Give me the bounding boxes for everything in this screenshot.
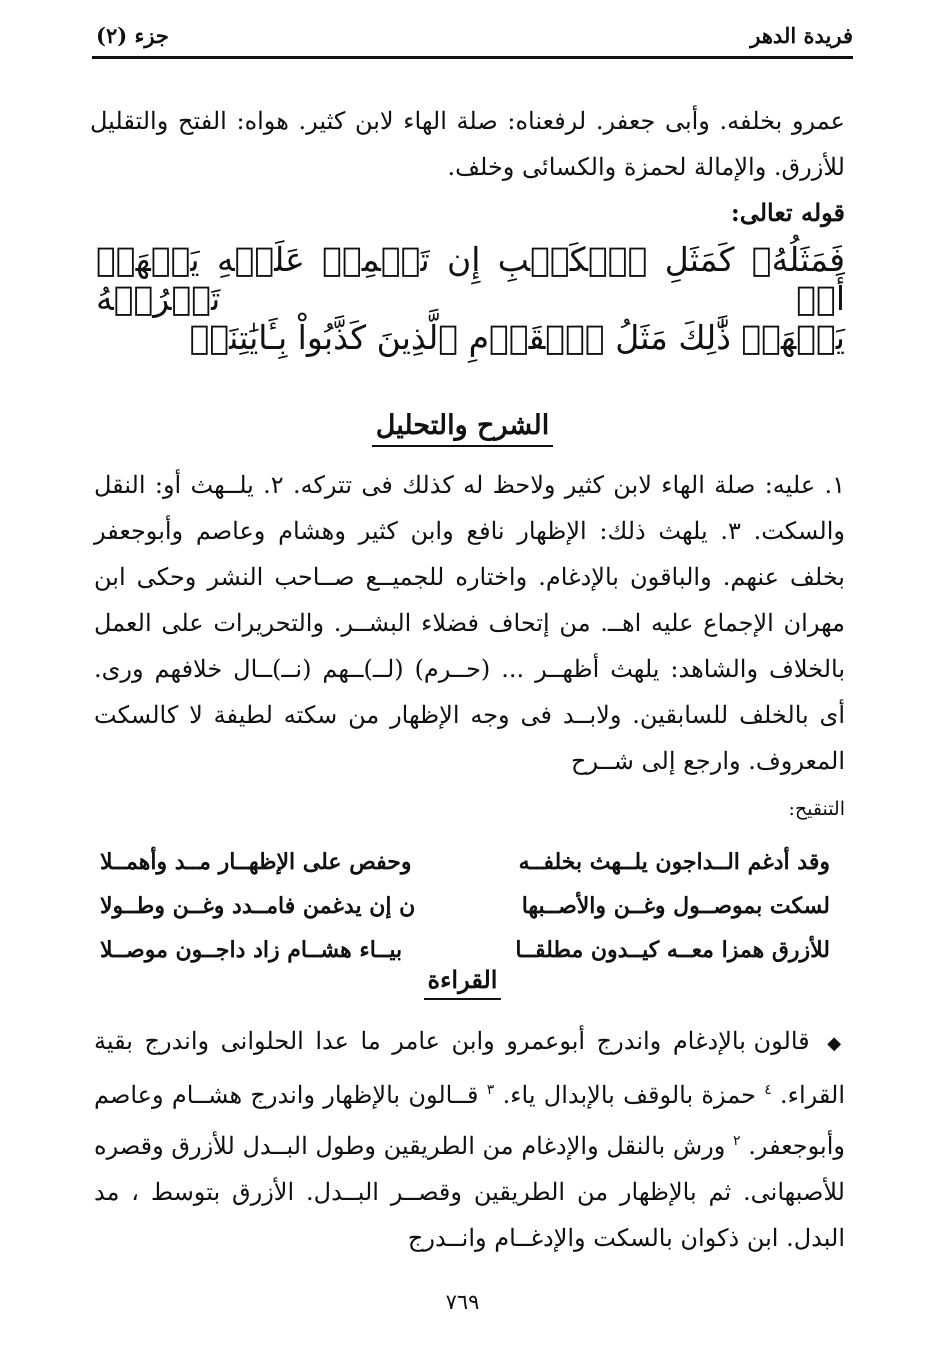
intro-paragraph	[90, 98, 845, 236]
reading-footnote-marker: ٣	[486, 1082, 495, 1098]
explanation-text: ١. عليه: صلة الهاء لابن كثير ولاحظ له كذلك فى تتركه. ٢. يلــهث أو: النقل والسكت. ٣. يلهث ذلك: الإظهار نافع وابن كثير وهشام وعاصم وأبوجعفر بخلف عنهم. والباقون بالإدغام. واختاره للجميــع صــاحب النشر وحكى ابن مهران الإجماع عليه اهــ. من إتحاف فضلاء البشــر. والتحريرات على العمل بالخلاف والشاهد: يلهث أظهــر ... (حــرم) (لــ)ــهم (نــ)ــال خلافهم ورى. أى بالخلف للسابقين. ولابــد فى وجه الإظهار من سكته لطيفة لا كالسكت المعروف. وارجع إلى شــرح	[94, 471, 846, 775]
reading-part-1: قالون بالإدغام واندرج أبوعمرو وابن عامر ما عدا الحلوانى واندرج بقية القراء.	[94, 1027, 845, 1109]
poem-block	[100, 840, 830, 972]
quran-verse-line-1: فَمَثَلُهُۥ كَمَثَلِ ٱلۡكَلۡبِ إِن تَحۡمِلۡ عَلَيۡهِ يَلۡهَثۡ أَوۡ تَتۡرُكۡهُ	[96, 240, 845, 318]
reading-footnote-marker: ٢	[733, 1133, 741, 1149]
poem-hemistich-right: للأزرق همزا معــه كيــدون مطلقــا	[515, 937, 830, 963]
section-title-explanation	[0, 410, 925, 441]
section-title-reading-text: القراءة	[424, 965, 502, 1000]
book-title: فريدة الدهر	[750, 23, 853, 48]
explanation-note: التنقيح:	[788, 798, 845, 820]
section-title-explanation-text: الشرح والتحليل	[372, 410, 553, 447]
reading-part-4: ورش بالنقل والإدغام من الطريقين وطول البــدل للأزرق وقصره للأصبهانى. ثم بالإظهار من الطريقين وقصــر البــدل. الأزرق بتوسط ، مد البدل. ابن ذكوان بالسكت والإدغــام وانــدرج	[94, 1132, 845, 1252]
poem-hemistich-left: بيــاء هشــام زاد داجــون موصــلا	[100, 937, 403, 963]
poem-hemistich-left: وحفص على الإظهــار مــد وأهمــلا	[100, 849, 412, 875]
verse-lead: قوله تعالى:	[730, 198, 845, 227]
part-number: جزء (٢)	[96, 23, 169, 48]
header-rule	[92, 56, 853, 59]
poem-row	[100, 884, 830, 928]
poem-hemistich-right: وقد أدغم الــداجون يلــهث بخلفــه	[518, 849, 830, 875]
reading-paragraph	[94, 1018, 845, 1261]
section-title-reading	[0, 965, 925, 994]
reading-footnote-marker: ٤	[764, 1082, 772, 1098]
poem-hemistich-left: ن إن يدغمن فامــدد وغــن وطــولا	[100, 893, 416, 919]
page-number: ٧٦٩	[445, 1290, 480, 1314]
poem-row	[100, 840, 830, 884]
poem-hemistich-right: لسكت بموصــول وغــن والأصــبها	[521, 893, 830, 919]
diamond-bullet-icon: ◆	[827, 1033, 846, 1054]
running-header	[96, 14, 853, 48]
reading-part-2: حمزة بالوقف بالإبدال ياء.	[502, 1081, 756, 1109]
reading-part-3: قــالون بالإظهار واندرج هشــام وعاصم وأبوجعفر.	[94, 1081, 845, 1160]
explanation-paragraph	[94, 462, 845, 832]
quran-verse-line-2: يَلۡهَثۚ ذَّٰلِكَ مَثَلُ ٱلۡقَوۡمِ ٱلَّذِينَ كَذَّبُواْ بِـَٔايَٰتِنَاۚ	[189, 318, 845, 357]
intro-text: عمرو بخلفه. وأبى جعفر. لرفعناه: صلة الهاء لابن كثير. هواه: الفتح والتقليل للأزرق. والإمالة لحمزة والكسائى وخلف.	[90, 107, 845, 181]
